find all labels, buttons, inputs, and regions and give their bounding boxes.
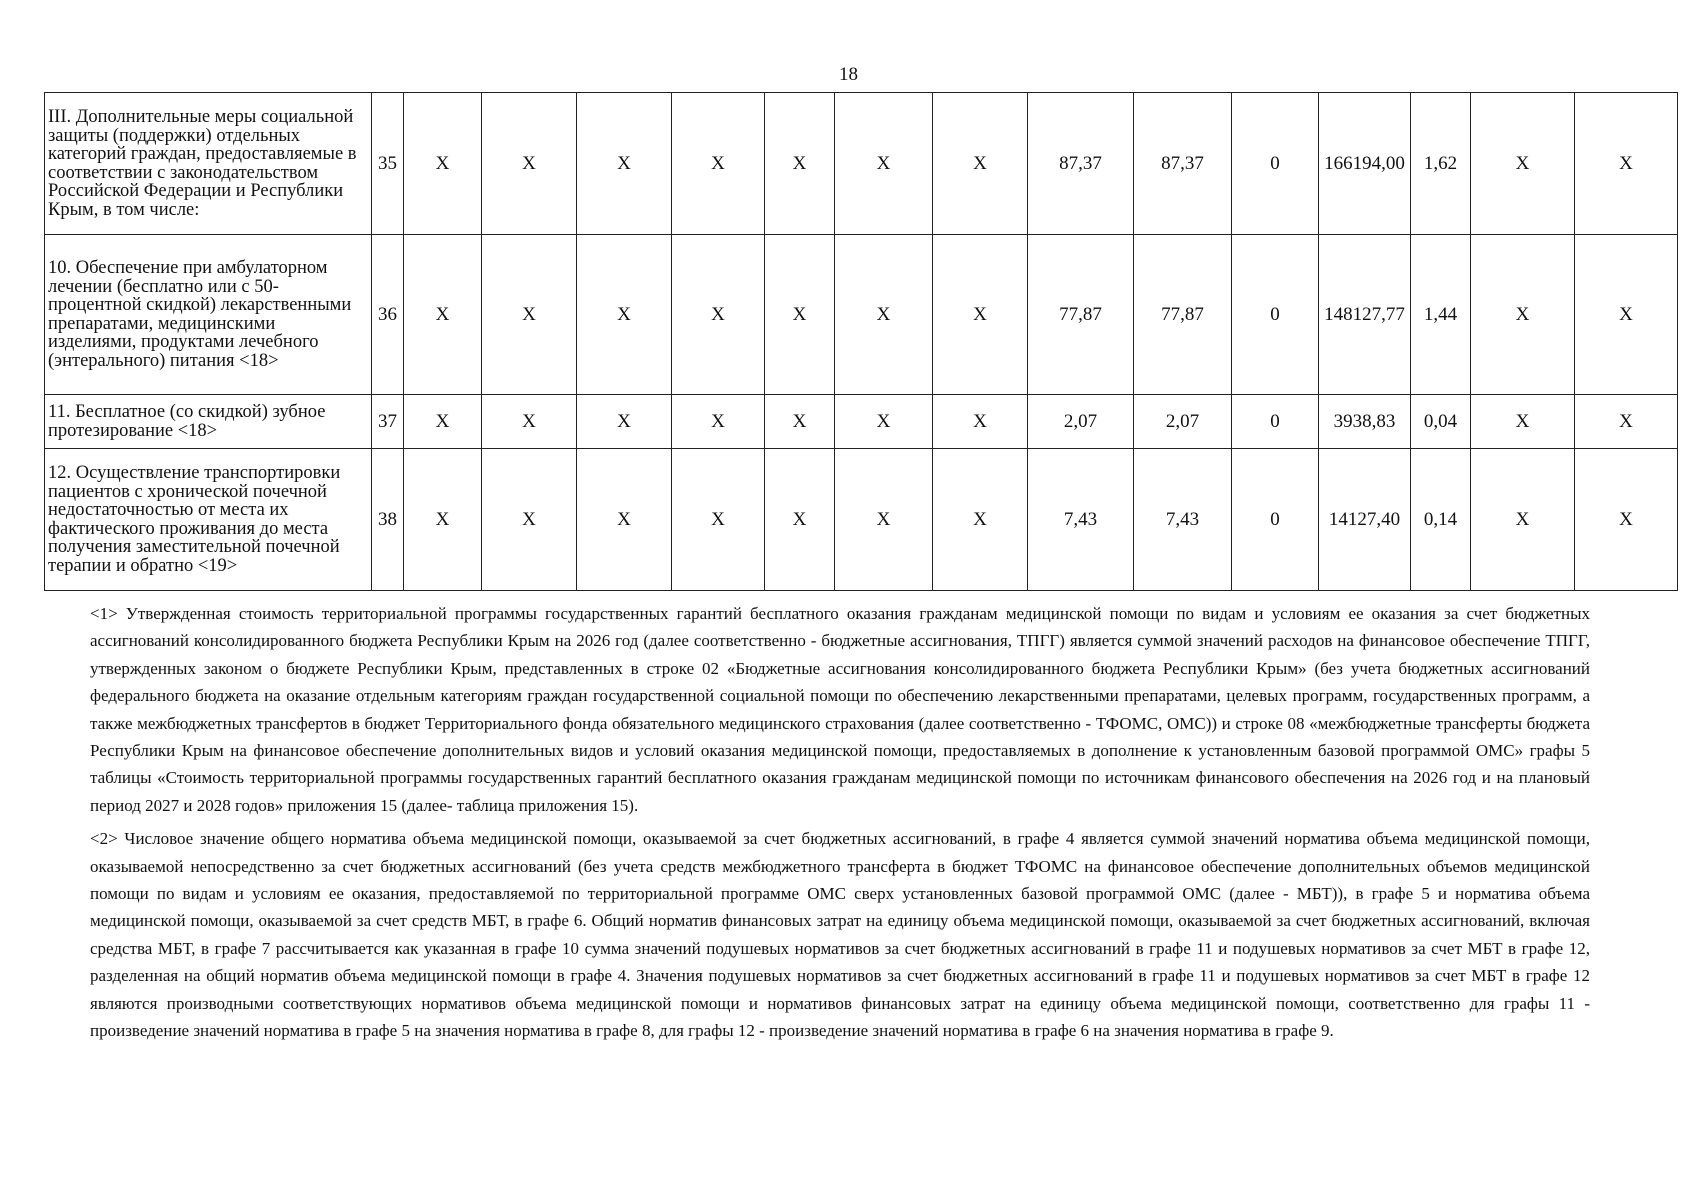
table-cell: Х (765, 235, 835, 395)
table-cell: 166194,00 (1319, 93, 1411, 235)
table-cell: Х (1471, 395, 1575, 449)
table-cell: Х (672, 449, 765, 591)
table-cell: Х (672, 235, 765, 395)
table-cell: 148127,77 (1319, 235, 1411, 395)
table-cell: 77,87 (1028, 235, 1134, 395)
table-cell: Х (1575, 395, 1678, 449)
table-cell: 0 (1232, 235, 1319, 395)
table-cell: 87,37 (1134, 93, 1232, 235)
table-cell: Х (1575, 93, 1678, 235)
table-cell: 2,07 (1134, 395, 1232, 449)
table-cell: Х (933, 235, 1028, 395)
table-row (45, 449, 1678, 591)
table-cell: 0,14 (1411, 449, 1471, 591)
table-cell: Х (482, 93, 577, 235)
row-number-cell: 38 (372, 449, 404, 591)
footnote-2: <2> Числовое значение общего норматива объема медицинской помощи, оказываемой за счет бюджетных ассигнований, в графе 4 является суммой значений норматива объема медицинской помощи, оказываемой непосредственно за счет бюджетных ассигнований (без учета средств межбюджетного трансферта в бюджет ТФОМС на финансовое обеспечение дополнительных объемов медицинской помощи по видам и условиям ее оказания, предоставляемой по территориальной программе ОМС сверх установленных базовой программой ОМС (далее - МБТ)), в графе 5 и норматива объема медицинской помощи, оказываемой за счет средств МБТ, в графе 6. Общий норматив финансовых затрат на единицу объема медицинской помощи, оказываемой за счет бюджетных ассигнований, включая средства МБТ, в графе 7 рассчитывается как указанная в графе 10 сумма значений подушевых нормативов за счет бюджетных ассигнований в графе 11 и подушевых нормативов за счет МБТ в графе 12, разделенная на общий норматив объема медицинской помощи в графе 4. Значения подушевых нормативов за счет бюджетных ассигнований в графе 11 и подушевых нормативов за счет МБТ в графе 12 являются производными соответствующих нормативов объема медицинской помощи и нормативов финансовых затрат на единицу объема медицинской помощи, соответственно для графы 11 - произведение значений норматива в графе 5 на значения норматива в графе 8, для графы 12 - произведение значений норматива в графе 6 на значения норматива в графе 9. (90, 829, 1590, 1041)
table-cell: Х (835, 93, 933, 235)
table-cell: Х (672, 93, 765, 235)
row-label: 12. Осуществление транспортировки пациентов с хронической почечной недостаточностью от места их фактического проживания до места получения заместительной почечной терапии и обратно <19> (45, 449, 372, 591)
table-cell: 1,44 (1411, 235, 1471, 395)
table-cell: Х (577, 395, 672, 449)
row-label: 10. Обеспечение при амбулаторном лечении (бесплатно или с 50- процентной скидкой) лекарственными препаратами, медицинскими изделиями, продуктами лечебного (энтерального) питания <18> (45, 235, 372, 395)
table-cell: Х (1575, 449, 1678, 591)
table-cell: Х (404, 449, 482, 591)
table-cell: 3938,83 (1319, 395, 1411, 449)
table-cell: 7,43 (1028, 449, 1134, 591)
row-number-cell: 35 (372, 93, 404, 235)
table-cell: Х (835, 395, 933, 449)
table-cell: Х (765, 93, 835, 235)
table-cell: 77,87 (1134, 235, 1232, 395)
table-row (45, 93, 1678, 235)
table-cell: Х (933, 449, 1028, 591)
table-cell: 0,04 (1411, 395, 1471, 449)
table-cell: 2,07 (1028, 395, 1134, 449)
table-cell: Х (1575, 235, 1678, 395)
table-cell: Х (835, 449, 933, 591)
table-cell: 7,43 (1134, 449, 1232, 591)
table-cell: Х (482, 449, 577, 591)
table-cell: Х (482, 235, 577, 395)
table-row (45, 395, 1678, 449)
footnote-1: <1> Утвержденная стоимость территориальной программы государственных гарантий бесплатного оказания гражданам медицинской помощи по видам и условиям ее оказания за счет бюджетных ассигнований консолидированного бюджета Республики Крым на 2026 год (далее соответственно - бюджетные ассигнования, ТПГГ) является суммой значений расходов на финансовое обеспечение ТПГГ, утвержденных законом о бюджете Республики Крым, представленных в строке 02 «Бюджетные ассигнования консолидированного бюджета Республики Крым» (без учета бюджетных ассигнований федерального бюджета на оказание отдельным категориям граждан государственной социальной помощи по обеспечению лекарственными препаратами, целевых программ, государственных программ, а также межбюджетных трансфертов в бюджет Территориального фонда обязательного медицинского страхования (далее соответственно - ТФОМС, ОМС)) и строке 08 «межбюджетные трансферты бюджета Республики Крым на финансовое обеспечение дополнительных видов и условий оказания медицинской помощи, предоставляемых в дополнение к установленным базовой программой ОМС» графы 5 таблицы «Стоимость территориальной программы государственных гарантий бесплатного оказания гражданам медицинской помощи по источникам финансового обеспечения на 2026 год и на плановый период 2027 и 2028 годов» приложения 15 (далее- таблица приложения 15). (90, 604, 1590, 815)
table-cell: 0 (1232, 395, 1319, 449)
table-cell: Х (577, 449, 672, 591)
row-label: 11. Бесплатное (со скидкой) зубное протезирование <18> (45, 395, 372, 449)
table-cell: 0 (1232, 449, 1319, 591)
table-cell: Х (933, 395, 1028, 449)
table-cell: 0 (1232, 93, 1319, 235)
table-cell: Х (1471, 93, 1575, 235)
footnotes (90, 600, 1590, 1051)
table-cell: Х (1471, 449, 1575, 591)
table-cell: Х (404, 93, 482, 235)
table-cell: Х (577, 235, 672, 395)
row-number-cell: 36 (372, 235, 404, 395)
row-label: III. Дополнительные меры социальной защиты (поддержки) отдельных категорий граждан, предоставляемые в соответствии с законодательством Российской Федерации и Республики Крым, в том числе: (45, 93, 372, 235)
data-table (44, 92, 1678, 591)
table-body (45, 93, 1678, 591)
table-cell: Х (577, 93, 672, 235)
table-cell: Х (1471, 235, 1575, 395)
table-cell: Х (482, 395, 577, 449)
table-cell: 87,37 (1028, 93, 1134, 235)
table-cell: Х (835, 235, 933, 395)
table-cell: 14127,40 (1319, 449, 1411, 591)
table-cell: Х (404, 235, 482, 395)
table-cell: Х (933, 93, 1028, 235)
table-row (45, 235, 1678, 395)
page-number: 18 (839, 64, 858, 85)
table-cell: Х (672, 395, 765, 449)
table-cell: 1,62 (1411, 93, 1471, 235)
table-cell: Х (404, 395, 482, 449)
table-cell: Х (765, 395, 835, 449)
row-number-cell: 37 (372, 395, 404, 449)
table-cell: Х (765, 449, 835, 591)
